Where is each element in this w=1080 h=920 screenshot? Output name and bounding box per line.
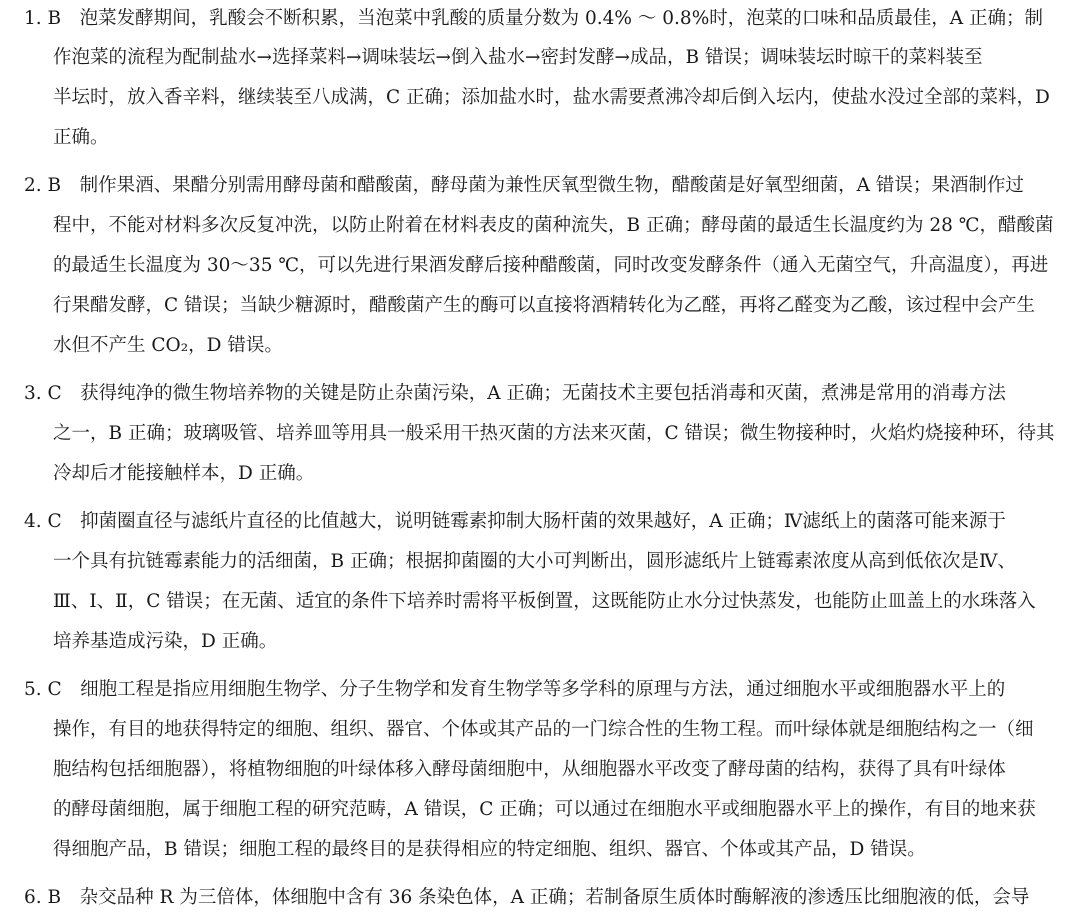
answer-5-line-3: 胞结构包括细胞器），将植物细胞的叶绿体移入酵母菌细胞中，从细胞器水平改变了酵母菌的结构，获得了具有叶绿体 bbox=[53, 759, 1006, 780]
answer-5-line-4: 的酵母菌细胞，属于细胞工程的研究范畴，A 错误，C 正确；可以通过在细胞水平或细胞器水平上的操作，有目的地来获 bbox=[53, 799, 1036, 820]
answer-2-line-4: 行果醋发酵，C 错误；当缺少糖源时，醋酸菌产生的酶可以直接将酒精转化为乙醛，再将乙醛变为乙酸，该过程中会产生 bbox=[53, 295, 1036, 316]
answer-2-line-1: 2. B 制作果酒、果醋分别需用酵母菌和醋酸菌，酵母菌为兼性厌氧型微生物，醋酸菌是好氧型细菌，A 错误；果酒制作过 bbox=[24, 175, 1024, 196]
answer-5-line-2: 操作，有目的地获得特定的细胞、组织、器官、个体或其产品的一门综合性的生物工程。而叶绿体就是细胞结构之一（细 bbox=[53, 719, 1034, 740]
answer-5-line-5: 得细胞产品，B 错误；细胞工程的最终目的是获得相应的特定细胞、组织、器官、个体或其产品，D 错误。 bbox=[53, 839, 926, 860]
answer-4-line-3: Ⅲ、Ⅰ、Ⅱ，C 错误；在无菌、适宜的条件下培养时需将平板倒置，这既能防止水分过快蒸发，也能防止皿盖上的水珠落入 bbox=[53, 591, 1036, 612]
answer-4-line-2: 一个具有抗链霉素能力的活细菌，B 正确；根据抑菌圈的大小可判断出，圆形滤纸片上链霉素浓度从高到低依次是Ⅳ、 bbox=[53, 551, 1016, 572]
answer-3-line-3: 冷却后才能接触样本，D 正确。 bbox=[53, 463, 315, 484]
answer-3-line-1: 3. C 获得纯净的微生物培养物的关键是防止杂菌污染，A 正确；无菌技术主要包括消毒和灭菌，煮沸是常用的消毒方法 bbox=[24, 383, 1006, 404]
answer-2-line-2: 程中，不能对材料多次反复冲洗，以防止附着在材料表皮的菌种流失，B 正确；酵母菌的最适生长温度约为 28 ℃，醋酸菌 bbox=[53, 215, 1054, 236]
answer-4-line-4: 培养基造成污染，D 正确。 bbox=[53, 631, 278, 652]
answer-3-line-2: 之一，B 正确；玻璃吸管、培养皿等用具一般采用干热灭菌的方法来灭菌，C 错误；微生物接种时，火焰灼烧接种环，待其 bbox=[53, 423, 1055, 444]
answer-6-line-1: 6. B 杂交品种 R 为三倍体，体细胞中含有 36 条染色体，A 正确；若制备原生质体时酶解液的渗透压比细胞液的低，会导 bbox=[24, 887, 1030, 908]
answer-1-line-2: 作泡菜的流程为配制盐水→选择菜料→调味装坛→倒入盐水→密封发酵→成品，B 错误；调味装坛时晾干的菜料装至 bbox=[53, 47, 983, 68]
answer-1-line-4: 正确。 bbox=[53, 127, 109, 148]
answer-2-line-3: 的最适生长温度为 30～35 ℃，可以先进行果酒发酵后接种醋酸菌，同时改变发酵条件（通入无菌空气，升高温度），再进 bbox=[53, 255, 1049, 276]
answer-1-line-3: 半坛时，放入香辛料，继续装至八成满，C 正确；添加盐水时，盐水需要煮沸冷却后倒入坛内，使盐水没过全部的菜料，D bbox=[53, 87, 1050, 108]
answer-1-line-1: 1. B 泡菜发酵期间，乳酸会不断积累，当泡菜中乳酸的质量分数为 0.4% ～ 0.8%时，泡菜的口味和品质最佳，A 正确；制 bbox=[24, 8, 1044, 29]
answer-5-line-1: 5. C 细胞工程是指应用细胞生物学、分子生物学和发育生物学等多学科的原理与方法，通过细胞水平或细胞器水平上的 bbox=[24, 679, 1006, 700]
answer-2-line-5: 水但不产生 CO₂，D 错误。 bbox=[53, 335, 283, 356]
answer-4-line-1: 4. C 抑菌圈直径与滤纸片直径的比值越大，说明链霉素抑制大肠杆菌的效果越好，A 正确；Ⅳ滤纸上的菌落可能来源于 bbox=[24, 511, 1006, 532]
